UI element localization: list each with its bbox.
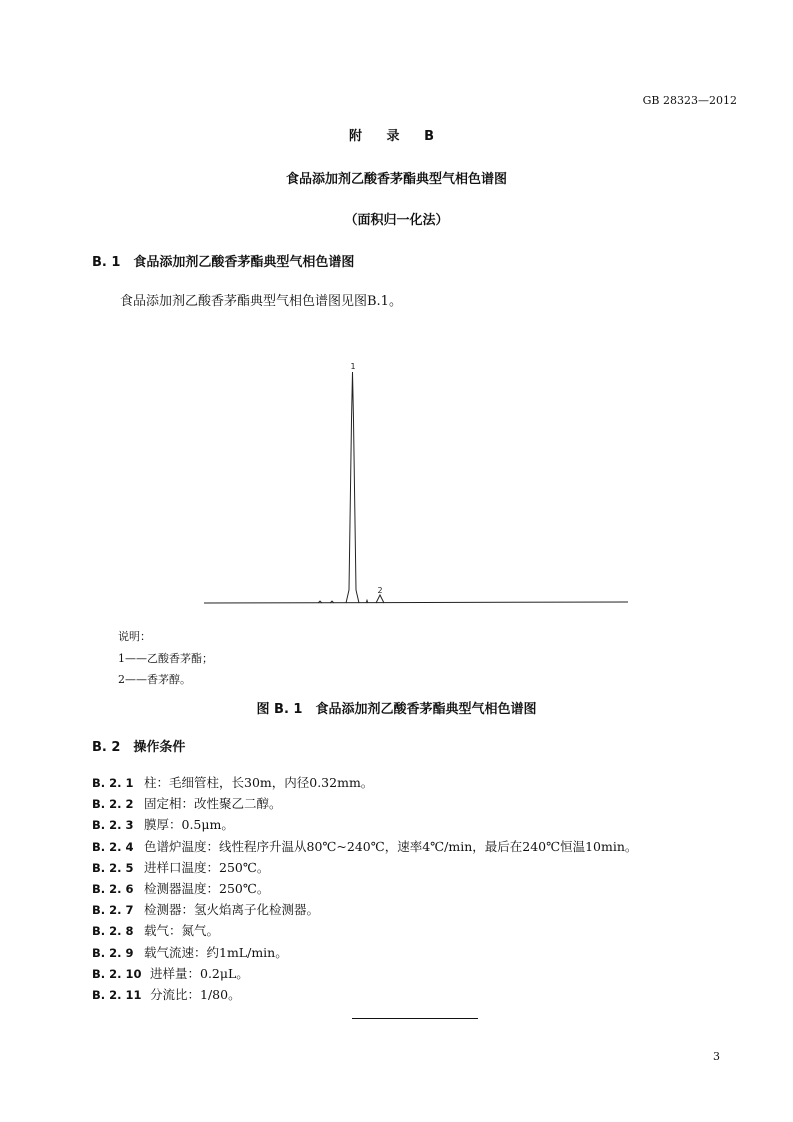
section-b2-heading: B. 2 操作条件 — [92, 740, 186, 755]
condition-item: B. 2. 9 载气流速：约1mL/min。 — [92, 945, 288, 960]
chart-peak-2 — [376, 595, 384, 603]
condition-item: B. 2. 3 膜厚：0.5μm。 — [92, 817, 234, 832]
chart-peak-label-1: 1 — [350, 362, 356, 371]
legend-item-2: 2——香茅醇。 — [118, 673, 191, 686]
appendix-label: 附 录 B — [349, 129, 444, 144]
document-title: 食品添加剂乙酸香茅酯典型气相色谱图 — [285, 172, 507, 187]
document-subtitle: （面积归一化法） — [344, 213, 449, 228]
figure-caption: 图 B. 1 食品添加剂乙酸香茅酯典型气相色谱图 — [256, 702, 537, 717]
chart-peak-label-2: 2 — [377, 586, 383, 595]
standard-code: GB 28323—2012 — [642, 94, 737, 107]
legend-caption: 说明： — [118, 630, 151, 643]
page-number: 3 — [713, 1050, 720, 1063]
chromatogram-baseline — [204, 602, 628, 603]
condition-item: B. 2. 11 分流比：1/80。 — [92, 987, 241, 1002]
condition-item: B. 2. 4 色谱炉温度：线性程序升温从80℃~240℃，速率4℃/min，最后在240℃恒温10min。 — [92, 839, 638, 854]
section-b1-heading: B. 1 食品添加剂乙酸香茅酯典型气相色谱图 — [92, 255, 355, 270]
legend-item-1: 1——乙酸香茅酯； — [118, 652, 213, 665]
condition-item: B. 2. 1 柱：毛细管柱，长30m，内径0.32mm。 — [92, 775, 374, 790]
condition-item: B. 2. 8 载气：氮气。 — [92, 923, 220, 938]
condition-item: B. 2. 5 进样口温度：250℃。 — [92, 860, 270, 875]
end-rule — [352, 1018, 478, 1019]
section-b1-body: 食品添加剂乙酸香茅酯典型气相色谱图见图B.1。 — [120, 294, 402, 309]
condition-item: B. 2. 2 固定相：改性聚乙二醇。 — [92, 796, 282, 811]
condition-item: B. 2. 10 进样量：0.2μL。 — [92, 966, 249, 981]
chart-peak-1 — [346, 372, 359, 603]
condition-item: B. 2. 7 检测器：氢火焰离子化检测器。 — [92, 902, 320, 917]
condition-item: B. 2. 6 检测器温度：250℃。 — [92, 881, 270, 896]
